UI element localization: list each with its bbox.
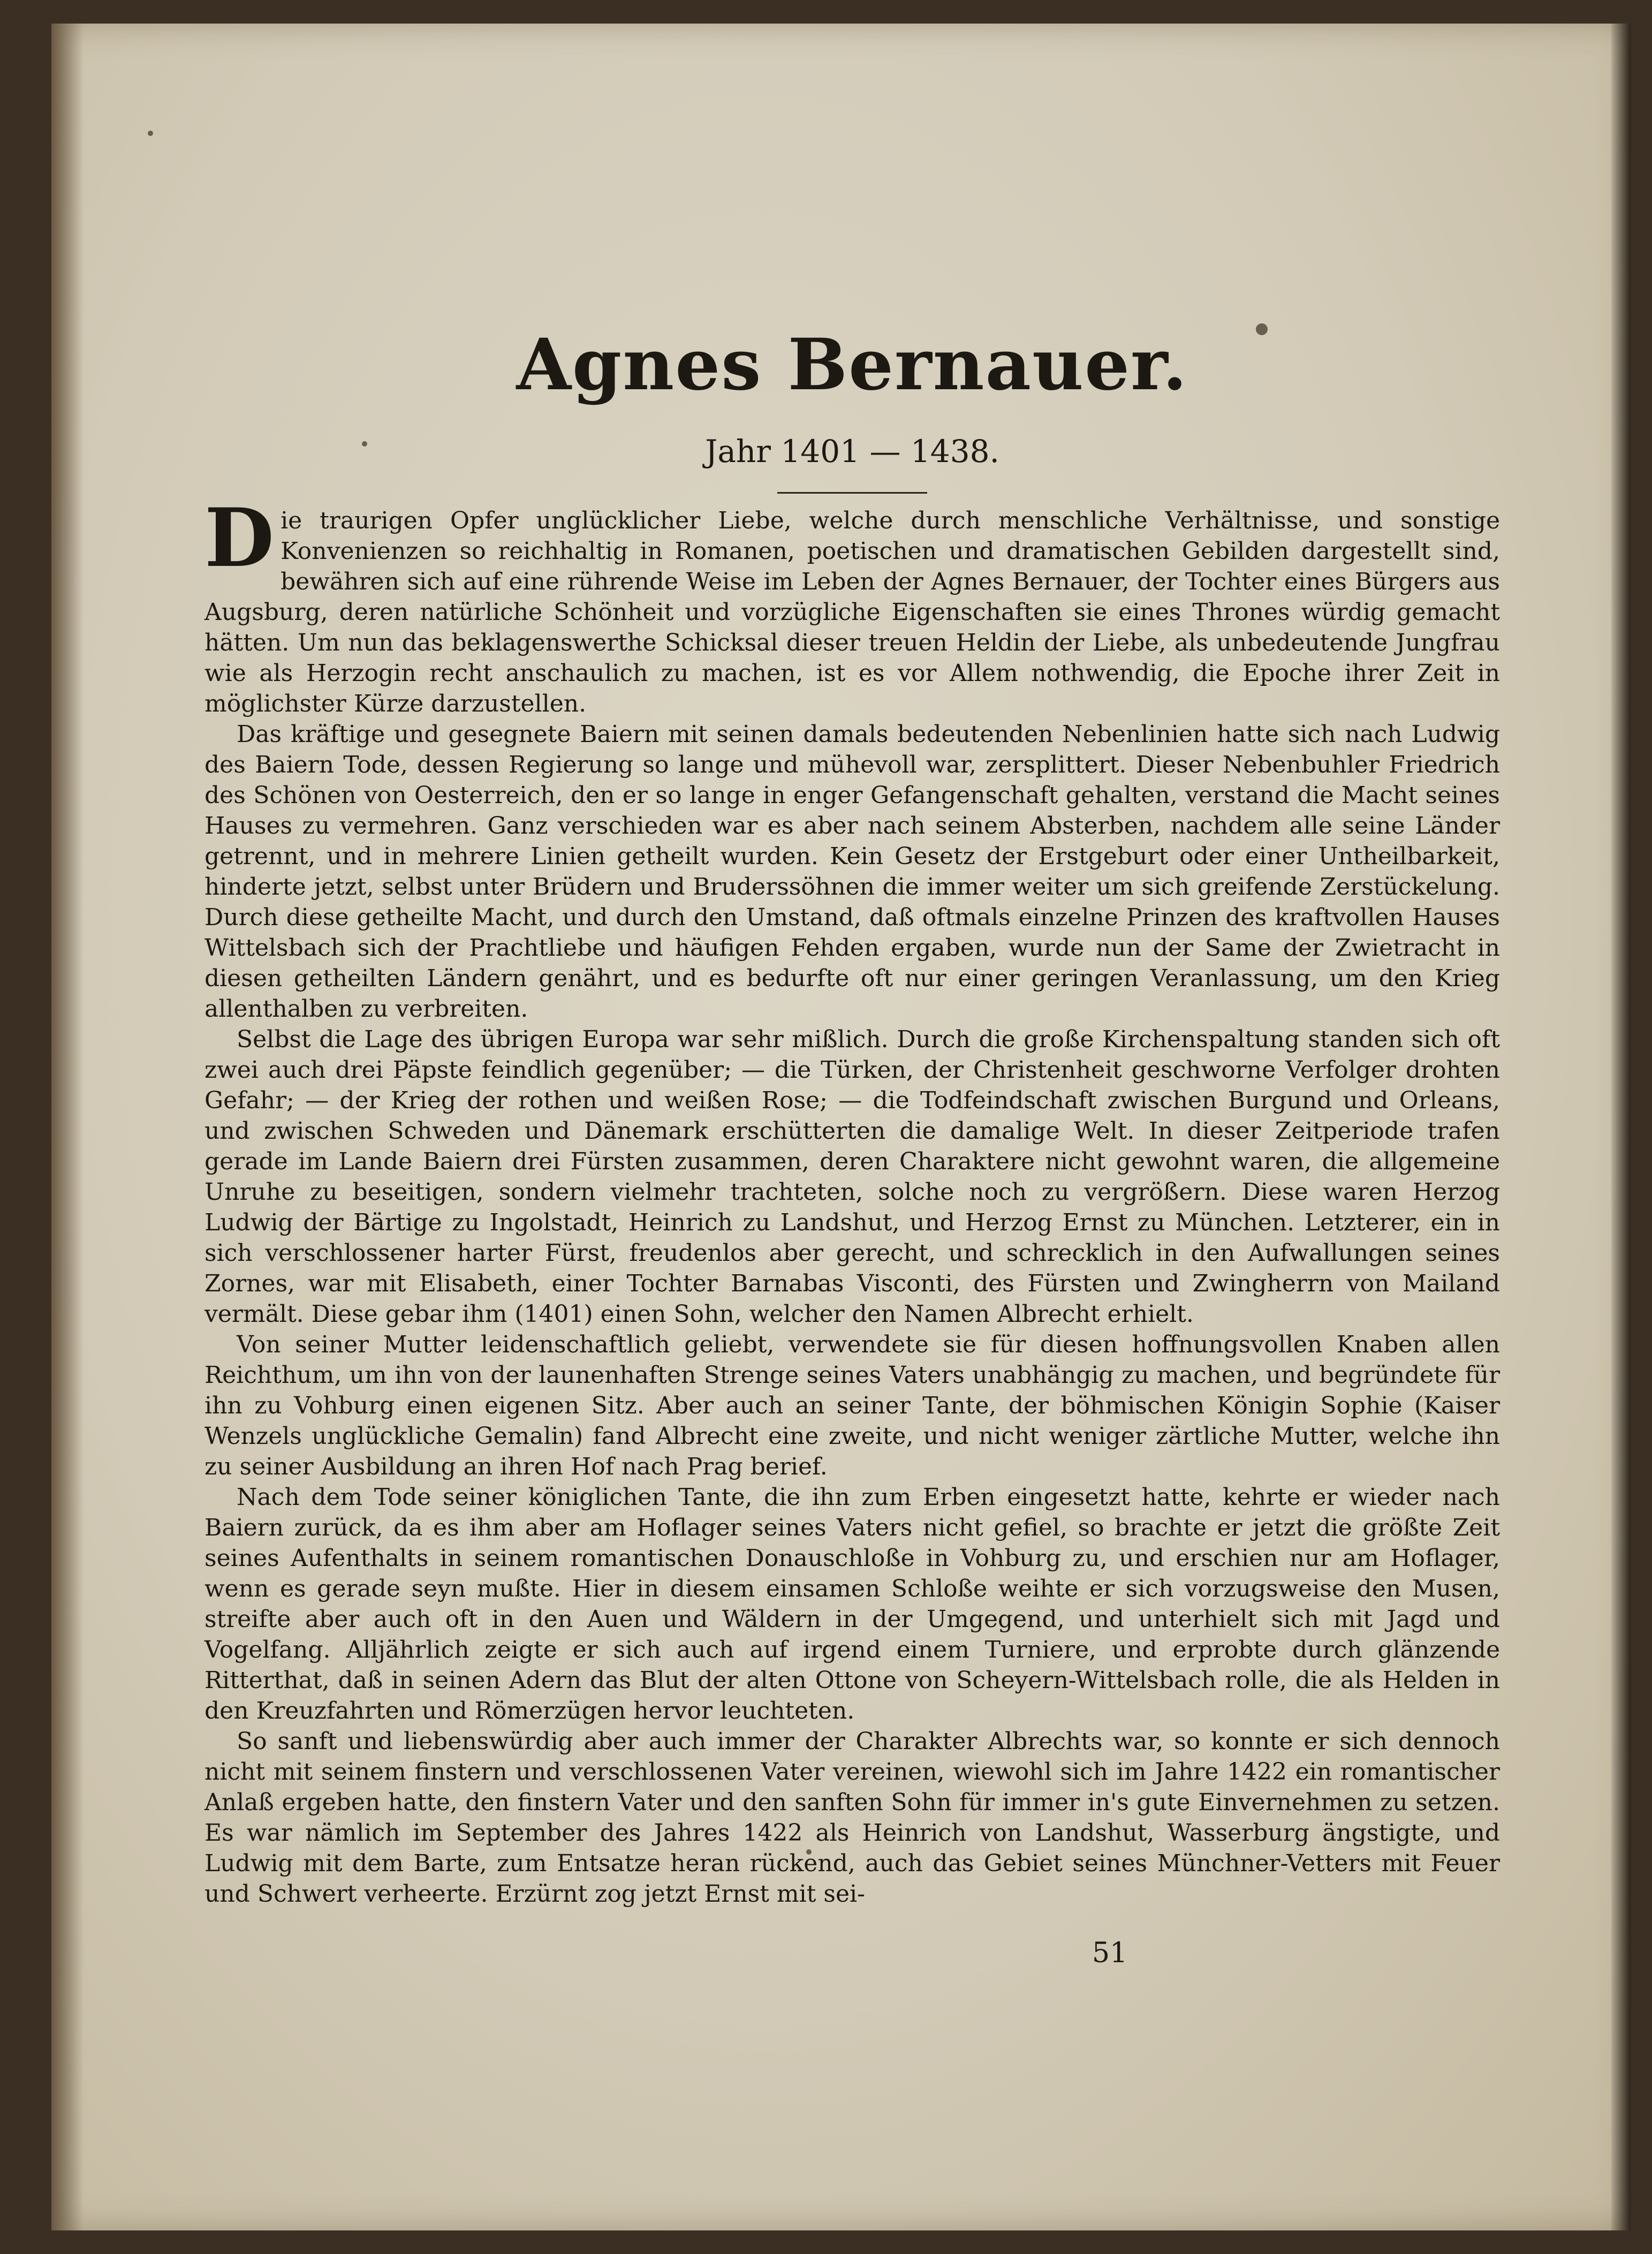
book-page [51, 24, 1631, 2230]
paragraph-5: Nach dem Tode seiner königlichen Tante, die ihn zum Erben eingesetzt hatte, kehrte er wieder nach Baiern zurück, da es ihm aber am Hoflager seines Vaters nicht gefiel, so brachte er jetzt die größte Zeit seines Aufenthalts in seinem romantischen Donauschloße in Vohburg zu, und erschien nur am Hoflager, wenn es gerade seyn mußte. Hier in diesem einsamen Schloße weihte er sich vorzugsweise den Musen, streifte aber auch oft in den Auen und Wäldern in der Umgegend, und unterhielt sich mit Jagd und Vogelfang. Alljährlich zeigte er sich auch auf irgend einem Turniere, und erprobte durch glänzende Ritterthat, daß in seinen Adern das Blut der alten Ottone von Scheyern-Wittelsbach rolle, die als Helden in den Kreuzfahrten und Römerzügen hervor leuchteten. [204, 1484, 1500, 1724]
article-subtitle: Jahr 1401 — 1438. [705, 433, 999, 470]
drop-cap: D [204, 491, 275, 585]
paragraph-1-text: ie traurigen Opfer unglücklicher Liebe, welche durch menschliche Verhältnisse, und sonstige Konvenienzen so reichhaltig in Romanen, poetischen und dramatischen Gebilden dargestellt sind, bewähren sich auf eine rührende Weise im Leben der Agnes Bernauer, der Tochter eines Bürgers aus Augsburg, deren natürliche Schönheit und vorzügliche Eigenschaften sie eines Thrones würdig gemacht hätten. Um nun das beklagenswerthe Schicksal dieser treuen Heldin der Liebe, als unbedeutende Jungfrau wie als Herzogin recht anschaulich zu machen, ist es vor Allem nothwendig, die Epoche ihrer Zeit in möglichster Kürze darzustellen. [204, 507, 1500, 717]
page-spine-shadow [51, 24, 84, 2230]
paragraph-4: Von seiner Mutter leidenschaftlich geliebt, verwendete sie für diesen hoffnungsvollen Knaben allen Reichthum, um ihn von der launenhaften Strenge seines Vaters unabhängig zu machen, und begründete für ihn zu Vohburg einen eigenen Sitz. Aber auch an seiner Tante, der böhmischen Königin Sophie (Kaiser Wenzels unglückliche Gemalin) fand Albrecht eine zweite, und nicht weniger zärtliche Mutter, welche ihn zu seiner Ausbildung an ihren Hof nach Prag berief. [204, 1331, 1500, 1480]
paragraph-6: So sanft und liebenswürdig aber auch immer der Charakter Albrechts war, so konnte er sich dennoch nicht mit seinem finstern und verschlossenen Vater vereinen, wiewohl sich im Jahre 1422 ein romantischer Anlaß ergeben hatte, den finstern Vater und den sanften Sohn für immer in's gute Einvernehmen zu setzen. Es war nämlich im September des Jahres 1422 als Heinrich von Landshut, Wasserburg ängstigte, und Ludwig mit dem Barte, zum Entsatze heran rückend, auch das Gebiet seines Münchner-Vetters mit Feuer und Schwert verheerte. Erzürnt zog jetzt Ernst mit sei- [204, 1728, 1500, 1908]
article-title: Agnes Bernauer. [516, 323, 1188, 406]
page-number: 51 [1092, 1937, 1128, 1969]
paragraph-3: Selbst die Lage des übrigen Europa war sehr mißlich. Durch die große Kirchenspaltung standen sich oft zwei auch drei Päpste feindlich gegenüber; — die Türken, der Christenheit geschworne Verfolger drohten Gefahr; — der Krieg der rothen und weißen Rose; — die Todfeindschaft zwischen Burgund und Orleans, und zwischen Schweden und Dänemark erschütterten die damalige Welt. In dieser Zeitperiode trafen gerade im Lande Baiern drei Fürsten zusammen, deren Charaktere nicht gewohnt waren, die allgemeine Unruhe zu beseitigen, sondern vielmehr trachteten, solche noch zu vergrößern. Diese waren Herzog Ludwig der Bärtige zu Ingolstadt, Heinrich zu Landshut, und Herzog Ernst zu München. Letzterer, ein in sich verschlossener harter Fürst, freudenlos aber gerecht, und schrecklich in den Aufwallungen seines Zornes, war mit Elisabeth, einer Tochter Barnabas Visconti, des Fürsten und Zwingherrn von Mailand vermält. Diese gebar ihm (1401) einen Sohn, welcher den Namen Albrecht erhielt. [204, 1026, 1500, 1328]
title-rule [777, 492, 927, 494]
paper-speck [148, 131, 153, 136]
page-edge-shadow [1611, 24, 1631, 2230]
paragraph-2: Das kräftige und gesegnete Baiern mit seinen damals bedeutenden Nebenlinien hatte sich nach Ludwig des Baiern Tode, dessen Regierung so lange und mühevoll war, zersplittert. Dieser Nebenbuhler Friedrich des Schönen von Oesterreich, den er so lange in enger Gefangenschaft gehalten, verstand die Macht seines Hauses zu vermehren. Ganz verschieden war es aber nach seinem Absterben, nachdem alle seine Länder getrennt, und in mehrere Linien getheilt wurden. Kein Gesetz der Erstgeburt oder einer Untheilbarkeit, hinderte jetzt, selbst unter Brüdern und Bruderssöhnen die immer weiter um sich greifende Zerstückelung. Durch diese getheilte Macht, und durch den Umstand, daß oftmals einzelne Prinzen des kraftvollen Hauses Wittelsbach sich der Prachtliebe und häufigen Fehden ergaben, wurde nun der Same der Zwietracht in diesen getheilten Ländern genährt, und es bedurfte oft nur einer geringen Veranlassung, um den Krieg allenthalben zu verbreiten. [204, 721, 1500, 1023]
article [204, 323, 1500, 1909]
paragraph-1 [204, 491, 1500, 719]
